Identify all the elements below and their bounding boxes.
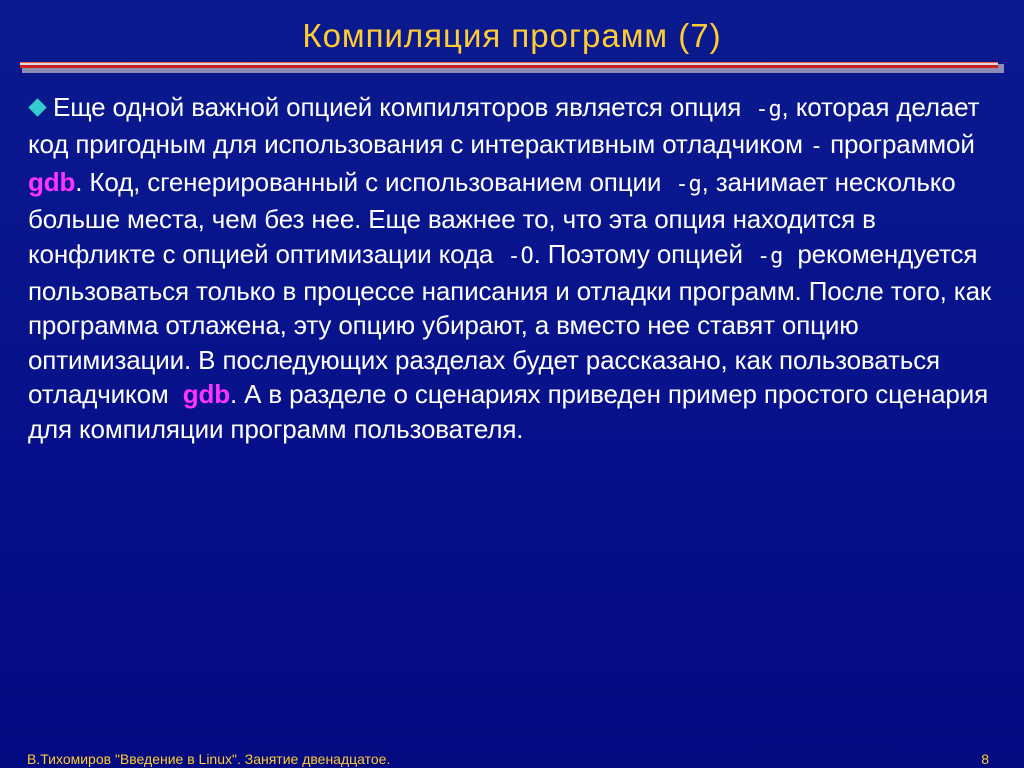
text-segment: . Код, сгенерированный с использованием опции	[75, 166, 662, 197]
text-segment: программой	[830, 129, 975, 160]
text-segment: рекомендуется пользоваться только в процессе написания и отладки программ. После того, как программа отлажена, эту опцию убирают, а вместо нее ставят опцию оптимизации. В последующих разделах будет рассказано, как пользоваться отладчиком	[28, 238, 992, 410]
code-option-g: -g	[675, 171, 702, 197]
text-segment: , занимает несколько больше места, чем без нее. Еще важнее то, что эта опция находится в конфликте с опцией оптимизации кода	[28, 166, 956, 269]
code-option-g: -g	[757, 243, 784, 269]
text-segment: . Поэтому опцией	[533, 238, 743, 269]
text-segment: , которая делает код пригодным для использования с интерактивным отладчиком	[28, 92, 980, 160]
code-option-g: -g	[755, 97, 782, 122]
text-segment: Еще одной важной опцией компиляторов является опция	[53, 92, 742, 122]
page-number: 8	[981, 751, 989, 767]
title-divider	[20, 60, 1006, 76]
body-paragraph	[28, 90, 1003, 446]
code-option-O: -O	[507, 243, 534, 269]
text-segment: . А в разделе о сценариях приведен пример простого сценария для компиляции программ пользователя.	[28, 379, 988, 444]
slide-title: Компиляция программ (7)	[302, 17, 722, 54]
gdb-highlight: gdb	[182, 379, 230, 410]
diamond-bullet-icon	[28, 98, 46, 116]
title-divider-highlight	[20, 63, 998, 65]
title-divider-line	[20, 62, 998, 68]
code-dash: -	[809, 134, 823, 160]
gdb-highlight: gdb	[28, 166, 76, 197]
footer-author: В.Тихомиров "Введение в Linux". Занятие двенадцатое.	[27, 751, 391, 767]
